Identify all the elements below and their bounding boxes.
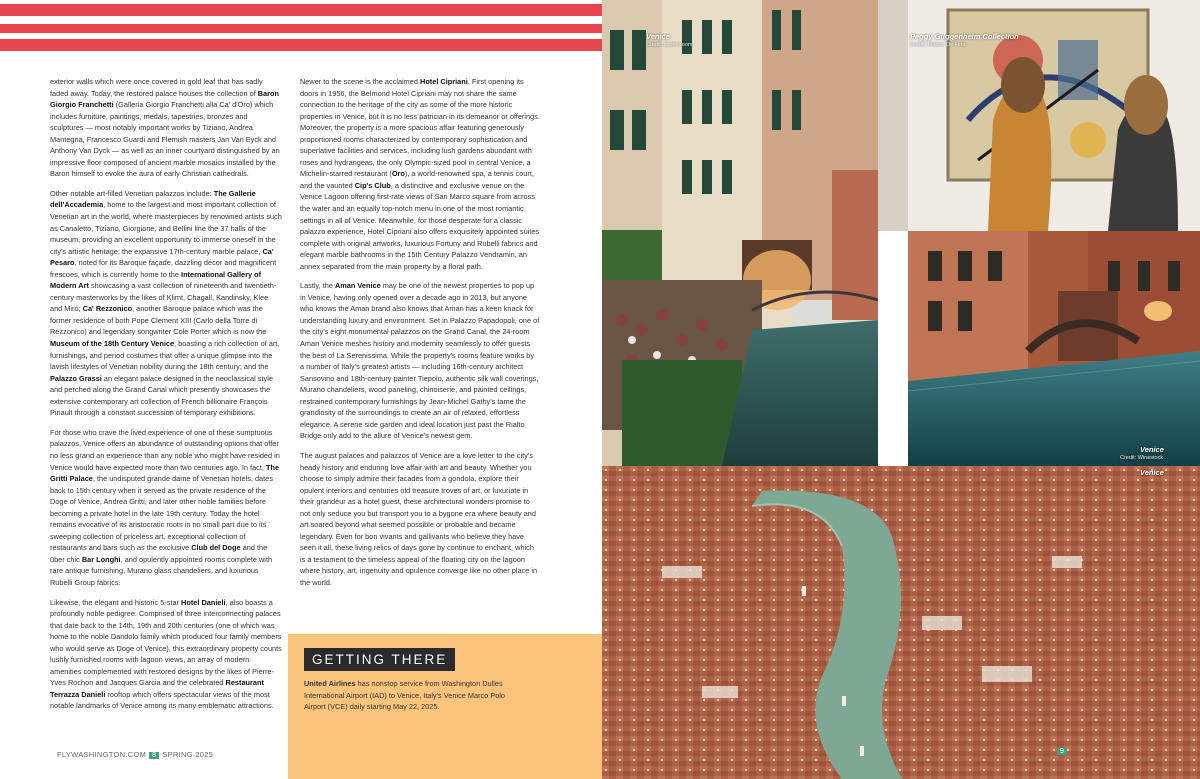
text-run: The august palaces and palazzos of Venice are a love letter to the city's heady history and enduring love affair with art and beauty. Whether you choose to simply admire their facades from a gondola, explore their opulent interiors and centuries old treasure troves of art, or luxuriate in their grandeur as a hotel guest, these architectural wonders promise to not only seduce you but transport you to a bygone era where beauty and art soared beyond what seemed possible or probable and became legendary. Even for bon vivants and gallivants who believe they have seen it all, these living relics of days gone by continue to enchant, which is a testament to the timeless appeal of the floating city on the lagoon where history, art, ingenuity and opulence converge like no other place in the world. [300, 450, 538, 587]
bold-text: Restaurant Terrazza Danieli [50, 678, 264, 699]
stripe [0, 39, 602, 51]
text-run: has nonstop service from Washington Dulles International Airport (IAD) to Venice, Italy's Venice Marco Polo Airport (VCE) daily starting May 22, 2025. [304, 679, 506, 711]
text-run: Newer to the scene is the acclaimed [300, 77, 421, 86]
text-run: , the undisputed grande dame of Venetian hotels, dates back to 15th century when it served as the private residence of the Doge of Venice, Andrea Gritti, and later other noble families before becoming a private hotel in the late 19th century. Today the hotel remains evocative of its aristocratic roots in no small part due to its sweeping collection of priceless art, exceptional collection of restaurants and bars such as the exclusive [50, 474, 273, 553]
photo-credit: Credit: Winestock [1120, 455, 1164, 461]
stripe [0, 4, 602, 16]
photo-venice-canal-evening [908, 231, 1200, 466]
bold-text: Aman Venice [334, 281, 381, 291]
text-run: . First opening its doors in 1956, the Belmond Hotel Cipriani may not share the same connection to the heritage of the city as some of the more historic properties in Venice, but it is no less patrician in its demeanor or offerings. Moreover, the property is a more spacious affair featuring generously proportioned rooms characterized by contemporary sophistication and superlative facilities and services, including lush gardens abundant with roses and hydrangeas, the only Olympic-sized pool in central Venice, a Michelin-starred restaurant ( [300, 77, 540, 179]
bold-text: Baron Giorgio Franchetti [50, 88, 280, 110]
text-run: , home to the largest and most important collection of Venetian art in the world, where masterpieces by renowned artists such as Canaletto, Tiziano, Giorgione, and Bellini line the 37 halls of the museum, providing an excellent opportunity to immerse oneself in the city's artistic heritage; the expansive 17th-century marble palace, [50, 200, 282, 256]
getting-there-box [288, 634, 602, 779]
text-run: For those who crave the lived experience of one of these sumptuous palazzos, Venice offers an abundance of outstanding options that offer no less grand an experience than any noble who might have resided in Venice would have expected more than two centuries ago. In fact, [50, 427, 280, 472]
paragraph [300, 450, 540, 589]
text-run: , boasting a rich collection of art, furnishings, and period costumes that offer a unique glimpse into the lavish lifestyles of Venetian nobility during the 18th century; and the [50, 339, 280, 372]
text-run: (Galleria Giorgio Franchetti alla Ca' d'Oro) which includes furniture, paintings, medals, tapestries, bronzes and sculptures — most notably important works by Tiziano, Andrea Mantegna, Francesco Guardi and Flemish masters Jan Van Eyck and Anthony Van Dyck — as well as an inner courtyard distinguished by an impressive floor composed of ancient marble mosaics installed by the Baron himself to evoke the aura of early Christian cathedrals. [50, 100, 280, 179]
header-stripes [0, 0, 602, 62]
text-run: , a distinctive and exclusive venue on the Venice Lagoon offering first-rate views of San Marco square from across the water and an equally top-notch menu in one of the most romantic settings in all of Venice. Meanwhile, for those desperate for a classic palazzo experience, Hotel Cipriani also offers exquisitely appointed suites complete with original artworks, luxurious Fortuny and Rubelli fabrics and elegant marble bathrooms in the 15th Century Palazzo Vendramin, an annex separated from the main property by a floral path. [300, 180, 540, 271]
paragraph [50, 597, 282, 712]
photo-caption: Peggy Guggenheim Collection [910, 32, 1019, 41]
page-number-badge: 8 [149, 752, 159, 759]
text-run: showcasing a vast collection of nineteenth and twentieth-century masterworks by the likes of Klimt, Chagall, Kandinsky, Klee and Miró; [50, 281, 277, 314]
bold-text: Ca' Pesaro [50, 246, 274, 268]
bold-text: The Gritti Palace [50, 462, 280, 484]
photo-venice-aerial [602, 466, 1200, 779]
text-run: Other notable art-filled Venetian palazzos include: [50, 188, 214, 198]
text-run: rooftop which offers spectacular views of the most notable landmarks of Venice among its many emblematic attractions. [50, 689, 274, 711]
footer-site: FLYWASHINGTON.COM [57, 750, 147, 759]
paragraph [50, 427, 282, 589]
paragraph [50, 188, 282, 419]
photo-caption: Venice [1140, 468, 1164, 477]
paragraph [300, 280, 540, 442]
bold-text: Palazzo Grassi [50, 373, 102, 383]
text-run: exterior walls which were once covered in gold leaf that has sadly faded away. Today, the restored palace houses the collection of [50, 77, 263, 98]
bold-text: Hotel Danieli [181, 597, 226, 607]
left-text-column [50, 76, 282, 720]
right-text-column [300, 76, 540, 597]
footer-issue: SPRING 2025 [162, 750, 214, 759]
bold-text: Bar Longhi [81, 554, 121, 564]
bold-text: The Gallerie dell'Accademia [50, 188, 256, 210]
getting-there-title: GETTING THERE [304, 648, 455, 671]
bold-text: Cip's Club [354, 180, 391, 190]
text-run: , another Baroque palace which was the former residence of both Pope Clement XIII (Carlo della Torre di Rezzonico) and legendary songwriter Cole Porter which is now the [50, 304, 267, 337]
text-run: Likewise, the elegant and historic 5-star [50, 597, 182, 607]
text-run: , noted for its Baroque façade, dazzling décor and magnificent frescoes, which is currently home to the [50, 258, 277, 279]
photo-credit: Credit: zoom-zoom [646, 42, 693, 48]
bold-text: Museum of the 18th Century Venice [50, 339, 175, 349]
paragraph [300, 76, 540, 272]
bold-text: Hotel Cipriani [420, 77, 468, 86]
bold-text: Club del Doge [191, 543, 241, 553]
photo-guggenheim [878, 0, 1200, 231]
text-run: may be one of the newest properties to pop up in Venice, having only opened over a decade ago in 2013, but anyone who knows the Aman brand also knows that Aman has a keen knack for understanding luxury and environment. Set in Palazzo Papadopoli, one of the city's eight monumental palazzos on the Grand Canal, the 24-room Aman Venice meshes history and modernity seamlessly to offer guests the best of La Serenissima. While the property's rooms feature works by a number of Italy's greatest artists — including 16th-century architect Sansovino and 18th-century painter Tiepolo, authentic silk wall coverings, Murano chandeliers, wood paneling, chinoiserie, and painted ceilings, restrained contemporary furnishings by Jean-Michel Gathy's tame the grandiosity of the surroundings to create an air of relaxed, effortless elegance. A serene side garden and ideal location just past the Rialto Bridge only add to the allure of Venice's newest gem. [300, 281, 540, 441]
photo-caption: Venice [646, 32, 670, 41]
text-run: , and opulently appointed rooms complete with rare antique furnishing, Murano glass chandeliers, and luxurious Rubelli Group fabrics. [50, 554, 273, 587]
text-run: an elegant palace designed in the neoclassical style and perched along the Grand Canal which presently showcases the extensive contemporary art collection of French billionaire François Pinault through a constant succession of temporary exhibitions. [50, 373, 273, 418]
text-run: ), a world-renowned spa, a tennis court, and the vaunted [300, 169, 534, 190]
text-run: and the über chic [50, 543, 268, 564]
stripe [0, 24, 602, 33]
bold-text: Ca' Rezzonico [82, 304, 133, 314]
footer-right [1054, 748, 1070, 755]
text-run: , also boasts a profoundly noble pedigree. Comprised of three interconnecting palaces that date back to the 14th, 19th and 20th centuries (one of which was home to the noble Dandolo family which produced four family members who would serve as Doge of Venice), this extraordinary property counts lushly furnished rooms with lagoon views, an array of modern amenities complemented with restored designs by the likes of Pierre-Yves Rochon and Jacques Garcia and the celebrated [50, 597, 282, 688]
paragraph [50, 76, 282, 180]
page-number-badge: 9 [1057, 748, 1067, 755]
photo-venice-canal [602, 0, 878, 466]
bold-text: United Airlines [304, 679, 356, 688]
text-run: Lastly, the [300, 281, 335, 291]
bold-text: Oro [391, 169, 405, 179]
photo-credit: Credit: Matteo De Fina [910, 42, 966, 48]
getting-there-body [304, 678, 514, 713]
bold-text: International Gallery of Modern Art [50, 269, 262, 291]
footer-left [57, 750, 213, 759]
photo-caption: Venice [1140, 445, 1164, 454]
